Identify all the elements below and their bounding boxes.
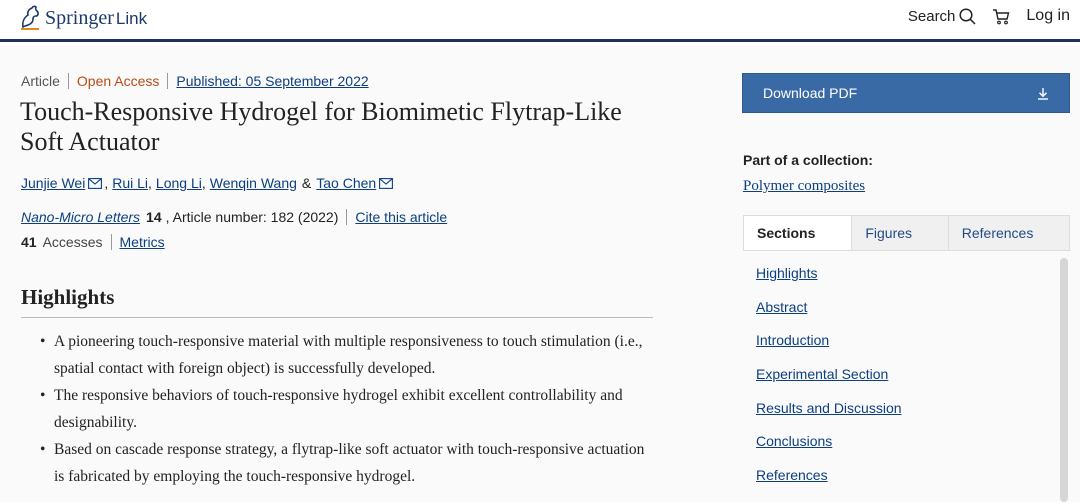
highlights-list xyxy=(40,328,650,490)
tab-sections[interactable]: Sections xyxy=(744,216,851,250)
author-list: Junjie Wei , Rui Li , Long Li , Wenqin Wang & Tao Chen xyxy=(21,175,395,191)
mail-icon[interactable] xyxy=(88,178,102,189)
article-type: Article xyxy=(21,73,60,89)
section-divider xyxy=(21,317,653,318)
tab-figures[interactable]: Figures xyxy=(851,216,947,250)
login-link[interactable]: Log in xyxy=(1026,7,1070,24)
section-link-references[interactable]: References xyxy=(756,467,828,484)
accesses-count: 41 xyxy=(21,234,37,250)
cart-icon xyxy=(992,8,1010,25)
journal-info xyxy=(21,209,447,225)
section-link-experimental[interactable]: Experimental Section xyxy=(756,366,889,383)
article-page xyxy=(0,45,1080,502)
collection-label: Part of a collection: xyxy=(743,152,873,168)
brand-name: Springer xyxy=(45,6,114,29)
sidebar-tabs xyxy=(743,215,1070,251)
author-separator: & xyxy=(301,175,312,191)
accesses-label: Accesses xyxy=(42,234,103,250)
divider xyxy=(167,73,168,89)
collection-link[interactable]: Polymer composites xyxy=(743,178,866,194)
article-number: , Article number: 182 (2022) xyxy=(165,209,339,225)
article-meta xyxy=(21,73,369,89)
divider xyxy=(346,209,347,225)
mail-icon[interactable] xyxy=(379,178,393,189)
download-icon xyxy=(1037,87,1049,100)
section-link-introduction[interactable]: Introduction xyxy=(756,332,830,349)
cart-button[interactable] xyxy=(992,8,1010,25)
section-link-highlights[interactable]: Highlights xyxy=(756,265,818,281)
list-item: • A pioneering touch-responsive material with multiple responsiveness to touch stimulation (i.e., spatial contact with foreign object) is successfully developed. xyxy=(40,328,650,382)
published-date-link[interactable]: Published: 05 September 2022 xyxy=(176,73,369,89)
section-link-conclusions[interactable]: Conclusions xyxy=(756,433,833,450)
search-icon xyxy=(959,8,976,25)
site-header xyxy=(0,0,1080,42)
sections-scrollbar[interactable] xyxy=(1060,258,1068,502)
tab-references[interactable]: References xyxy=(948,216,1069,250)
access-metrics xyxy=(21,234,165,250)
search-label: Search xyxy=(907,7,956,25)
list-item: • The responsive behaviors of touch-responsive hydrogel exhibit excellent controllability and designability. xyxy=(40,382,650,436)
section-link-abstract[interactable]: Abstract xyxy=(756,298,808,315)
springer-horse-icon xyxy=(19,5,41,31)
download-pdf-button[interactable] xyxy=(742,73,1070,113)
author-link[interactable]: Rui Li xyxy=(112,175,149,191)
section-link-results[interactable]: Results and Discussion xyxy=(756,399,902,416)
divider xyxy=(68,73,69,89)
author-link[interactable]: Long Li xyxy=(155,175,202,191)
article-title: Touch-Responsive Hydrogel for Biomimetic Flytrap-Like Soft Actuator xyxy=(20,97,622,156)
author-link[interactable]: Tao Chen xyxy=(316,175,377,191)
download-label: Download PDF xyxy=(763,85,858,101)
highlights-heading: Highlights xyxy=(21,285,115,309)
journal-link[interactable]: Nano-Micro Letters xyxy=(21,209,141,225)
volume-number: 14 xyxy=(146,209,162,225)
brand-suffix: Link xyxy=(115,8,148,28)
search-button[interactable] xyxy=(908,8,977,25)
divider xyxy=(111,234,112,250)
metrics-link[interactable]: Metrics xyxy=(119,234,165,250)
author-link[interactable]: Wenqin Wang xyxy=(209,175,297,191)
author-link[interactable]: Junjie Wei xyxy=(21,175,86,191)
open-access-badge: Open Access xyxy=(76,73,160,89)
list-item: • Based on cascade response strategy, a flytrap-like soft actuator with touch-responsive actuation is fabricated by employing the touch-responsive hydrogel. xyxy=(40,436,650,490)
springer-link-logo[interactable] xyxy=(19,5,147,31)
cite-article-link[interactable]: Cite this article xyxy=(355,209,448,225)
sections-nav xyxy=(756,265,902,501)
